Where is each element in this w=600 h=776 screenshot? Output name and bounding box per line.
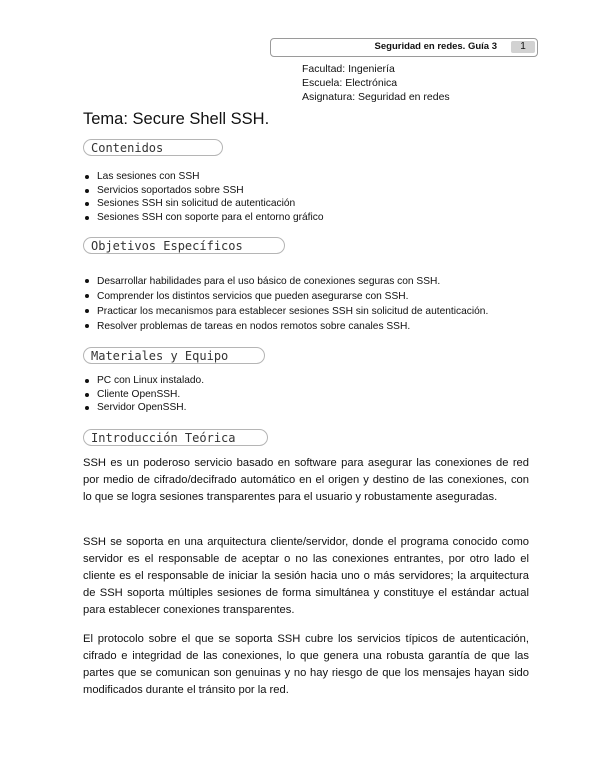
materiales-list <box>83 374 204 415</box>
subject-line: Asignatura: Seguridad en redes <box>302 91 450 103</box>
intro-paragraph: SSH es un poderoso servicio basado en software para asegurar las conexiones de red por medio de cifrado/decifrado automático en el origen y destino de las conexiones, con lo que se logra sesiones transparentes para el usuario y robustamente aseguradas. <box>83 457 529 503</box>
list-item: Sesiones SSH sin solicitud de autenticación <box>83 197 324 211</box>
school-line: Escuela: Electrónica <box>302 77 398 89</box>
topic-title: Tema: Secure Shell SSH. <box>83 110 270 128</box>
intro-paragraph: SSH se soporta en una arquitectura cliente/servidor, donde el programa conocido como servidor es el responsable de aceptar o no las conexiones entrantes, por otro lado el cliente es el responsable de iniciar la sesión hacia uno o más servidores; la arquitectura de SSH soporta múltiples sesiones de forma simultánea y constituye el estándar actual para establecer conexiones transparentes. <box>83 536 529 616</box>
list-item: Servidor OpenSSH. <box>83 401 204 415</box>
section-heading-contenidos: Contenidos <box>83 139 223 156</box>
header-title: Seguridad en redes. Guía 3 <box>374 41 497 52</box>
objetivos-list <box>83 274 488 334</box>
list-item: Comprender los distintos servicios que pueden asegurarse con SSH. <box>83 289 488 304</box>
contenidos-list <box>83 170 324 224</box>
course-info <box>302 62 450 104</box>
section-heading-introduccion: Introducción Teórica <box>83 429 268 446</box>
list-item: Las sesiones con SSH <box>83 170 324 184</box>
list-item: Desarrollar habilidades para el uso básico de conexiones seguras con SSH. <box>83 274 488 289</box>
section-heading-objetivos: Objetivos Específicos <box>83 237 285 254</box>
section-heading-materiales: Materiales y Equipo <box>83 347 265 364</box>
intro-paragraph: El protocolo sobre el que se soporta SSH cubre los servicios típicos de autenticación, cifrado e integridad de las conexiones, lo que genera una robusta garantía de que las partes que se comunican son genuinas y no hay riesgo de que los mensajes hayan sido modificados durante el tránsito por la red. <box>83 633 529 696</box>
list-item: Sesiones SSH con soporte para el entorno gráfico <box>83 211 324 225</box>
list-item: Cliente OpenSSH. <box>83 388 204 402</box>
faculty-line: Facultad: Ingeniería <box>302 63 395 75</box>
page-number: 1 <box>511 41 535 53</box>
list-item: Servicios soportados sobre SSH <box>83 184 324 198</box>
list-item: PC con Linux instalado. <box>83 374 204 388</box>
list-item: Resolver problemas de tareas en nodos remotos sobre canales SSH. <box>83 319 488 334</box>
page-header <box>270 38 538 57</box>
list-item: Practicar los mecanismos para establecer sesiones SSH sin solicitud de autenticación. <box>83 304 488 319</box>
